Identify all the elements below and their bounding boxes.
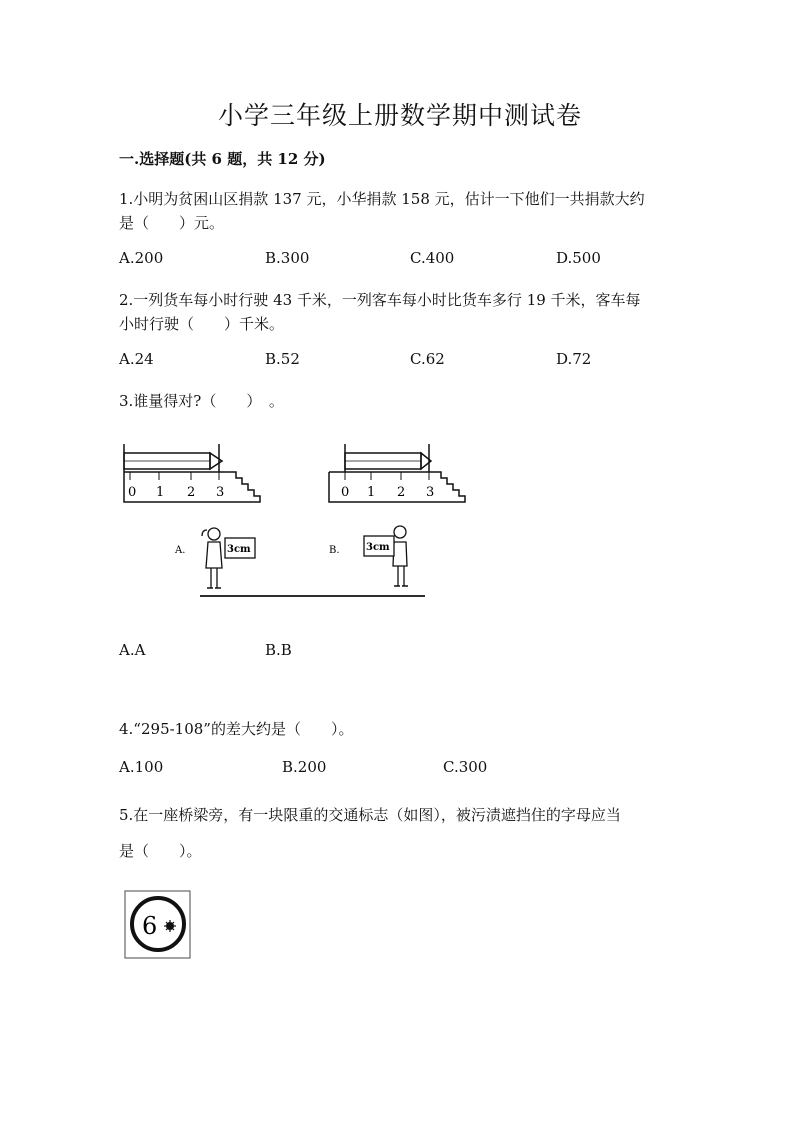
q1-option-d: D.500 <box>556 249 601 267</box>
question-5 <box>119 797 679 869</box>
ruler-b-tick-3: 3 <box>426 485 435 500</box>
child-b-board-text: 3cm <box>366 542 390 553</box>
measuring-figure <box>115 440 475 605</box>
ruler-b-tick-0: 0 <box>341 485 350 500</box>
q4-option-b: B.200 <box>282 758 327 776</box>
q2-option-d: D.72 <box>556 350 592 368</box>
page-title: 小学三年级上册数学期中测试卷 <box>217 101 582 130</box>
ruler-b-tick-2: 2 <box>397 485 406 500</box>
child-b-figure <box>364 526 408 586</box>
q3-option-b: B.B <box>265 641 292 659</box>
ruler-a-tick-3: 3 <box>216 485 225 500</box>
question-2-line-2: 小时行驶（ ）千米。 <box>119 315 285 333</box>
question-4-line-1: 4.“295-108”的差大约是（ ）。 <box>119 720 354 738</box>
q4-option-c: C.300 <box>443 758 488 776</box>
ruler-b-tick-1: 1 <box>367 485 376 500</box>
question-3-line-1: 3.谁量得对?（ ） 。 <box>119 392 284 410</box>
ruler-a <box>124 444 260 502</box>
q4-option-a: A.100 <box>119 758 164 776</box>
question-2 <box>119 288 679 336</box>
q1-option-c: C.400 <box>410 249 455 267</box>
q3-option-a: A.A <box>119 641 146 659</box>
sign-number: 6 <box>142 912 158 940</box>
ruler-a-tick-0: 0 <box>128 485 137 500</box>
q2-option-a: A.24 <box>119 350 154 368</box>
q2-option-b: B.52 <box>265 350 300 368</box>
q1-option-b: B.300 <box>265 249 310 267</box>
child-b-label: B. <box>329 545 340 556</box>
ruler-a-tick-1: 1 <box>156 485 165 500</box>
q2-option-c: C.62 <box>410 350 445 368</box>
child-a-label: A. <box>175 545 186 556</box>
question-3 <box>119 389 679 413</box>
question-2-line-1: 2.一列货车每小时行驶 43 千米，一列客车每小时比货车多行 19 千米，客车每 <box>119 291 641 309</box>
question-1-line-1: 1.小明为贫困山区捐款 137 元，小华捐款 158 元，估计一下他们一共捐款大约 <box>119 190 645 208</box>
ruler-b <box>329 444 465 502</box>
stain-icon <box>164 920 176 932</box>
ruler-a-tick-2: 2 <box>187 485 196 500</box>
question-4 <box>119 717 679 741</box>
q1-option-a: A.200 <box>119 249 164 267</box>
weight-limit-sign <box>124 890 192 960</box>
child-a-figure <box>202 528 255 588</box>
question-1 <box>119 187 679 235</box>
section-heading: 一.选择题(共 6 题，共 12 分) <box>119 150 326 168</box>
child-a-board-text: 3cm <box>227 544 251 555</box>
question-5-line-1: 5.在一座桥梁旁，有一块限重的交通标志（如图），被污渍遮挡住的字母应当 <box>119 806 621 824</box>
question-5-line-2: 是（ ）。 <box>119 842 202 860</box>
question-1-line-2: 是（ ）元。 <box>119 214 225 232</box>
